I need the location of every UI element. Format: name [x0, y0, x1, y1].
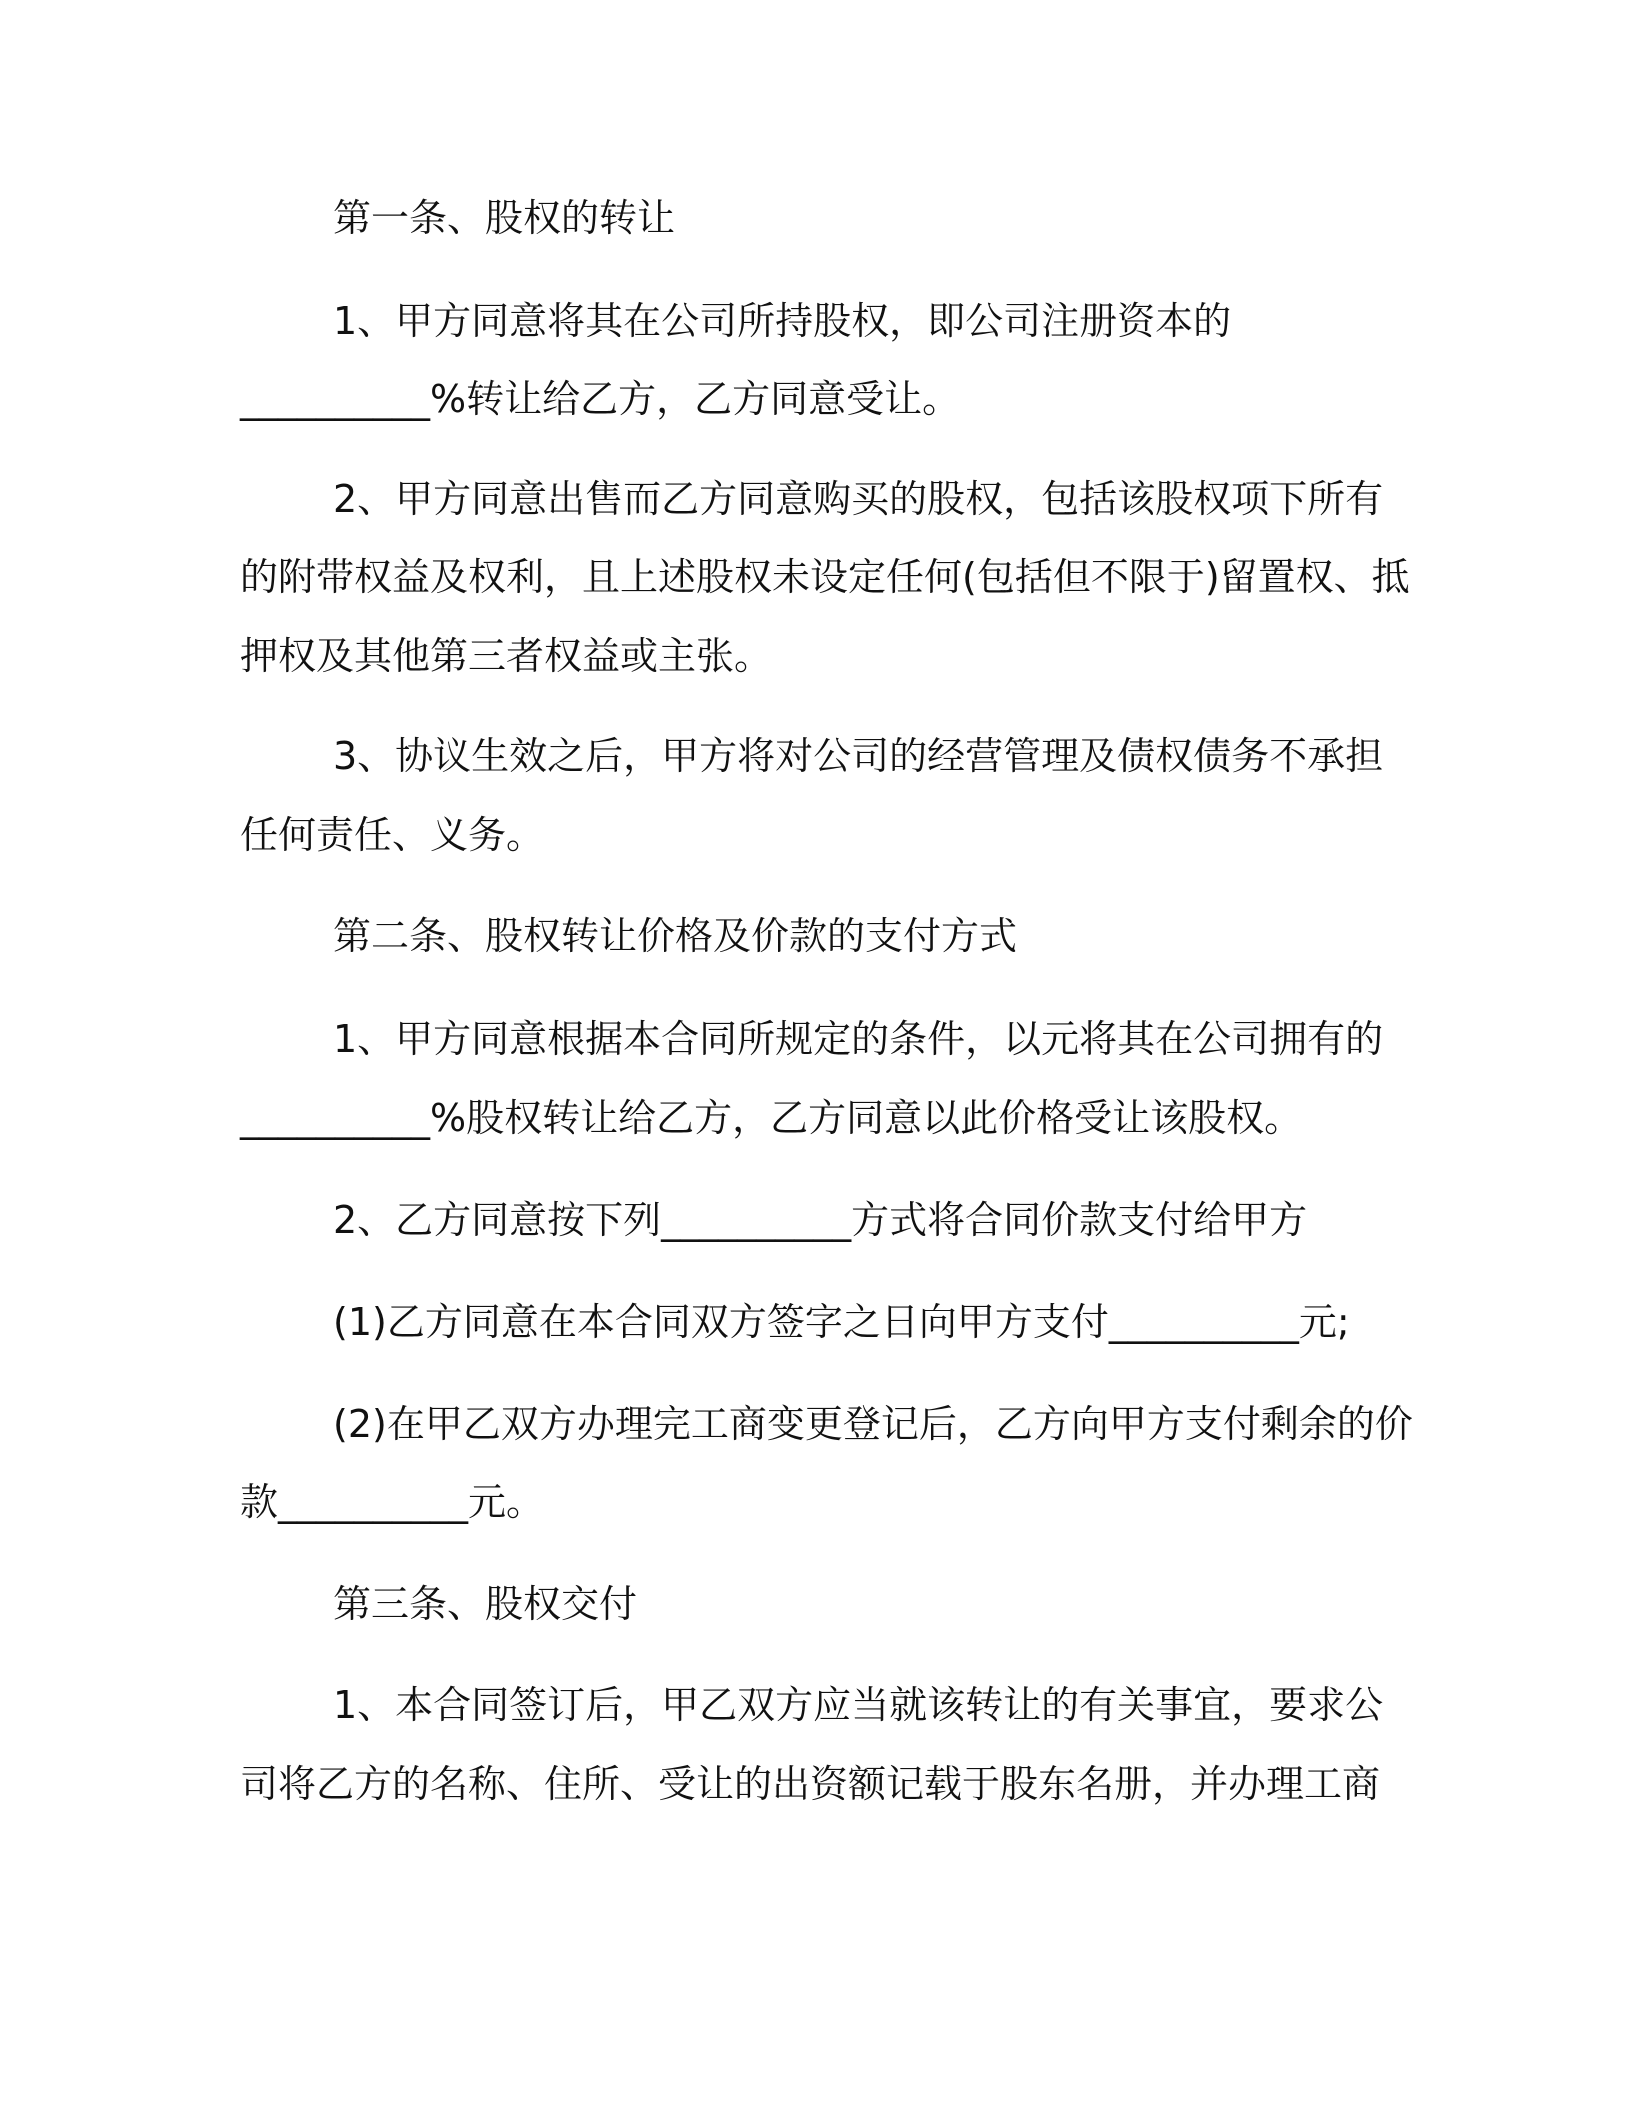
paragraph-line: 1、本合同签订后，甲乙双方应当就该转让的有关事宜，要求公 [333, 1683, 1384, 1727]
paragraph-line: 2、乙方同意按下列__________方式将合同价款支付给甲方 [333, 1198, 1308, 1242]
paragraph-line: __________%转让给乙方，乙方同意受让。 [240, 377, 961, 421]
paragraph-line: 1、甲方同意将其在公司所持股权，即公司注册资本的 [333, 299, 1232, 343]
paragraph-line: 3、协议生效之后，甲方将对公司的经营管理及债权债务不承担 [333, 734, 1384, 778]
paragraph-line: 任何责任、义务。 [240, 813, 545, 857]
article-3-heading: 第三条、股权交付 [333, 1582, 638, 1626]
article-2-heading: 第二条、股权转让价格及价款的支付方式 [333, 914, 1018, 958]
paragraph-line: __________%股权转让给乙方，乙方同意以此价格受让该股权。 [240, 1096, 1303, 1140]
paragraph-line: (1)乙方同意在本合同双方签字之日向甲方支付__________元; [333, 1300, 1350, 1344]
paragraph-line: 2、甲方同意出售而乙方同意购买的股权，包括该股权项下所有 [333, 477, 1384, 521]
paragraph-line: 款__________元。 [240, 1480, 545, 1524]
paragraph-line: 的附带权益及权利，且上述股权未设定任何(包括但不限于)留置权、抵 [240, 555, 1410, 599]
paragraph-line: (2)在甲乙双方办理完工商变更登记后，乙方向甲方支付剩余的价 [333, 1402, 1413, 1446]
paragraph-line: 司将乙方的名称、住所、受让的出资额记载于股东名册，并办理工商 [240, 1762, 1381, 1806]
paragraph-line: 押权及其他第三者权益或主张。 [240, 634, 773, 678]
paragraph-line: 1、甲方同意根据本合同所规定的条件，以元将其在公司拥有的 [333, 1017, 1384, 1061]
article-1-heading: 第一条、股权的转让 [333, 196, 676, 240]
